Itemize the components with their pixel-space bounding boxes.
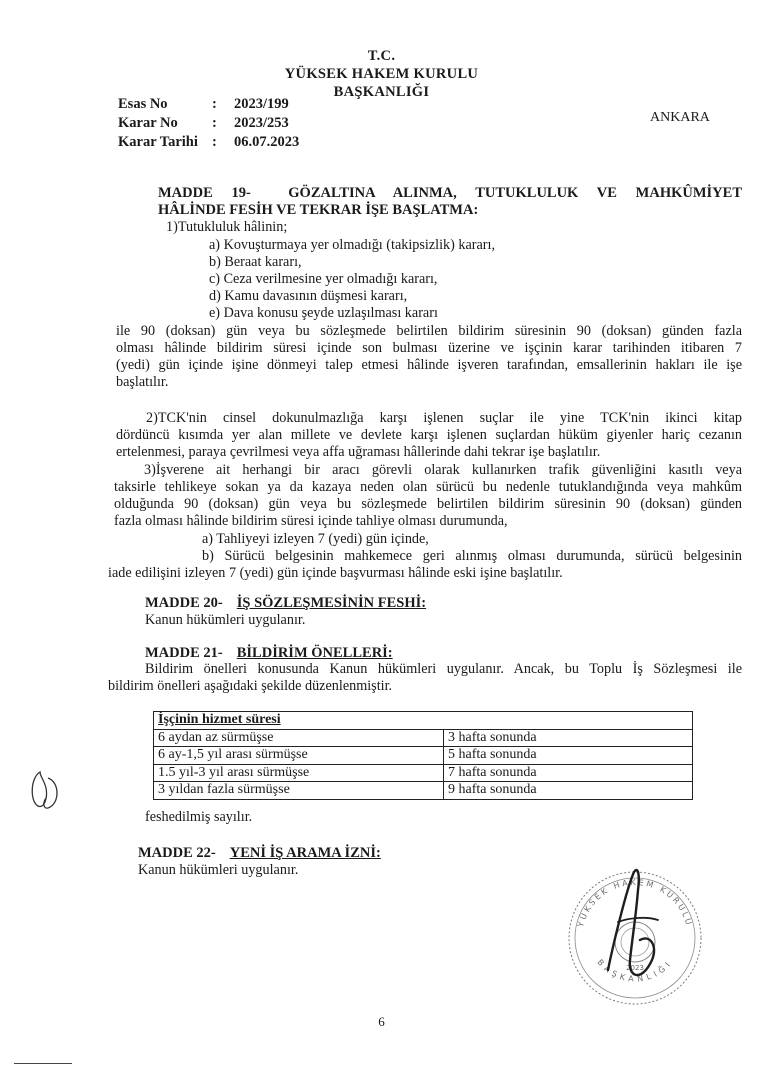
karar-value: 2023/253 bbox=[234, 115, 289, 131]
karar-label: Karar No bbox=[118, 115, 178, 131]
period-cell: 1.5 yıl-3 yıl arası sürmüşse bbox=[154, 764, 444, 782]
text-line: başlatılır. bbox=[116, 374, 169, 390]
esas-row bbox=[118, 95, 299, 114]
madde-19-p1-body bbox=[116, 323, 742, 391]
esas-label: Esas No bbox=[118, 96, 168, 112]
text-line: dördüncü kısımda yer alan millete ve devlete karşı işlenen suçlardan hüküm giyenler hariç cezanın bbox=[116, 427, 742, 443]
list-item: e) Dava konusu şeyde uzlaşılması kararı bbox=[209, 305, 438, 321]
period-cell: 6 ay-1,5 yıl arası sürmüşse bbox=[154, 747, 444, 765]
text-line: (yedi) gün içinde işine dönmeyi talep etmesi hâlinde işveren tarafından, emsallerinin hakları ile işe bbox=[116, 357, 742, 373]
table-header-row bbox=[154, 712, 693, 730]
karar-row bbox=[118, 114, 299, 133]
notice-cell: 9 hafta sonunda bbox=[444, 782, 693, 800]
text-line: bildirim önelleri aşağıdaki şekilde düzenlenmiştir. bbox=[108, 678, 393, 694]
esas-value: 2023/199 bbox=[234, 96, 289, 112]
table-row bbox=[154, 747, 693, 765]
text-line: fazla olması hâlinde bildirim süresi içinde tahliye olması durumunda, bbox=[114, 513, 508, 529]
text-line: taksirle tehlikeye sokan ya da kazaya neden olan sürücü bu nedenle tutuklandığında veya mahkûm bbox=[114, 479, 742, 495]
page-number: 6 bbox=[378, 1014, 385, 1029]
madde-22-title bbox=[138, 845, 381, 862]
madde-20-body: Kanun hükümleri uygulanır. bbox=[145, 612, 306, 628]
colon: : bbox=[212, 115, 217, 131]
madde-19-title-line2: HÂLİNDE FESİH VE TEKRAR İŞE BAŞLATMA: bbox=[158, 202, 479, 218]
madde-21-title bbox=[145, 645, 393, 662]
tarih-row bbox=[118, 133, 299, 152]
madde-19-num: MADDE 19- bbox=[158, 185, 251, 201]
list-item: b) Beraat kararı, bbox=[209, 254, 302, 270]
text-line: ertelenmesi, paraya çevrilmesi veya affa uğraması hâllerinde dahi tekrar işe başlatılır. bbox=[116, 444, 601, 460]
header-institution: YÜKSEK HAKEM KURULU bbox=[284, 66, 479, 82]
madde-21-body bbox=[108, 661, 742, 695]
table-row bbox=[154, 729, 693, 747]
madde-19-title-line1 bbox=[158, 185, 742, 202]
text-line: 3)İşverene ait herhangi bir aracı görevli olarak kullanırken trafik güvenliğini kasıtlı veya bbox=[144, 462, 742, 478]
text-line: iade edilişini izleyen 7 (yedi) gün içinde başvurması hâlinde eski işine başlatılır. bbox=[108, 565, 563, 581]
city: ANKARA bbox=[650, 110, 710, 125]
seal-center-text: 2023 bbox=[626, 964, 644, 972]
madde-19-p3-a: a) Tahliyeyi izleyen 7 (yedi) gün içinde, bbox=[202, 531, 429, 547]
madde-22-title-text: YENİ İŞ ARAMA İZNİ: bbox=[229, 845, 381, 861]
madde-19-title-text1: GÖZALTINA ALINMA, TUTUKLULUK VE MAHKÛMİYET bbox=[288, 185, 742, 201]
notice-cell: 7 hafta sonunda bbox=[444, 764, 693, 782]
seal-top-text: YÜKSEK HAKEM KURULU bbox=[576, 877, 694, 928]
madde-20-title bbox=[145, 595, 426, 612]
madde-20-title-text: İŞ SÖZLEŞMESİNİN FESHİ: bbox=[236, 595, 427, 611]
colon: : bbox=[212, 134, 217, 150]
colon: : bbox=[212, 96, 217, 112]
notice-cell: 5 hafta sonunda bbox=[444, 747, 693, 765]
madde-21-title-text: BİLDİRİM ÖNELLERİ: bbox=[236, 645, 393, 661]
table-header: İşçinin hizmet süresi bbox=[154, 712, 693, 730]
header-presidency: BAŞKANLIĞI bbox=[333, 84, 430, 100]
madde-19-items bbox=[209, 237, 495, 322]
list-item: a) Kovuşturmaya yer olmadığı (takipsizlik) kararı, bbox=[209, 237, 496, 253]
case-meta bbox=[118, 95, 299, 152]
madde-19-p1-intro: 1)Tutukluluk hâlinin; bbox=[166, 219, 288, 235]
madde-20-num: MADDE 20- bbox=[145, 595, 223, 611]
notice-period-table bbox=[153, 711, 693, 800]
notice-cell: 3 hafta sonunda bbox=[444, 729, 693, 747]
table-row bbox=[154, 764, 693, 782]
madde-19-p2 bbox=[116, 410, 742, 461]
madde-19-p3 bbox=[114, 462, 742, 530]
header-tc: T.C. bbox=[367, 48, 396, 64]
period-cell: 6 aydan az sürmüşse bbox=[154, 729, 444, 747]
text-line: b) Sürücü belgesinin mahkemece geri alınmış olması durumunda, sürücü belgesinin bbox=[202, 548, 742, 564]
seal-bottom-text: BAŞKANLIĞI bbox=[595, 957, 675, 984]
official-seal-icon bbox=[560, 860, 710, 1010]
madde-22-body: Kanun hükümleri uygulanır. bbox=[138, 862, 299, 878]
period-cell: 3 yıldan fazla sürmüşse bbox=[154, 782, 444, 800]
text-line: 2)TCK'nin cinsel dokunulmazlığa karşı işlenen suçlar ile yine TCK'nin ikinci kitap bbox=[146, 410, 742, 426]
list-item: c) Ceza verilmesine yer olmadığı kararı, bbox=[209, 271, 438, 287]
footer-rule bbox=[14, 1063, 72, 1064]
madde-19-p3-b bbox=[108, 548, 742, 582]
tarih-value: 06.07.2023 bbox=[234, 134, 300, 150]
text-line: olması hâlinde bildirim süresi içinde son bulması üzerine ve işçinin karar tarihinden itibaren 7 bbox=[116, 340, 742, 356]
list-item: d) Kamu davasının düşmesi kararı, bbox=[209, 288, 408, 304]
madde-21-after-table: feshedilmiş sayılır. bbox=[145, 809, 253, 825]
madde-19-title bbox=[158, 185, 742, 219]
text-line: ile 90 (doksan) gün veya bu sözleşmede belirtilen bildirim süresinin 90 (doksan) günden fazla bbox=[116, 323, 742, 339]
tarih-label: Karar Tarihi bbox=[118, 134, 198, 150]
text-line: olduğunda 90 (doksan) gün veya bu sözleşmede belirtilen bildirim süresinin 90 (doksan) günden bbox=[114, 496, 742, 512]
madde-22-num: MADDE 22- bbox=[138, 845, 216, 861]
madde-21-num: MADDE 21- bbox=[145, 645, 223, 661]
table-row bbox=[154, 782, 693, 800]
handwritten-initials-icon bbox=[26, 768, 66, 812]
text-line: Bildirim önelleri konusunda Kanun hükümleri uygulanır. Ancak, bu Toplu İş Sözleşmesi ile bbox=[145, 661, 742, 677]
